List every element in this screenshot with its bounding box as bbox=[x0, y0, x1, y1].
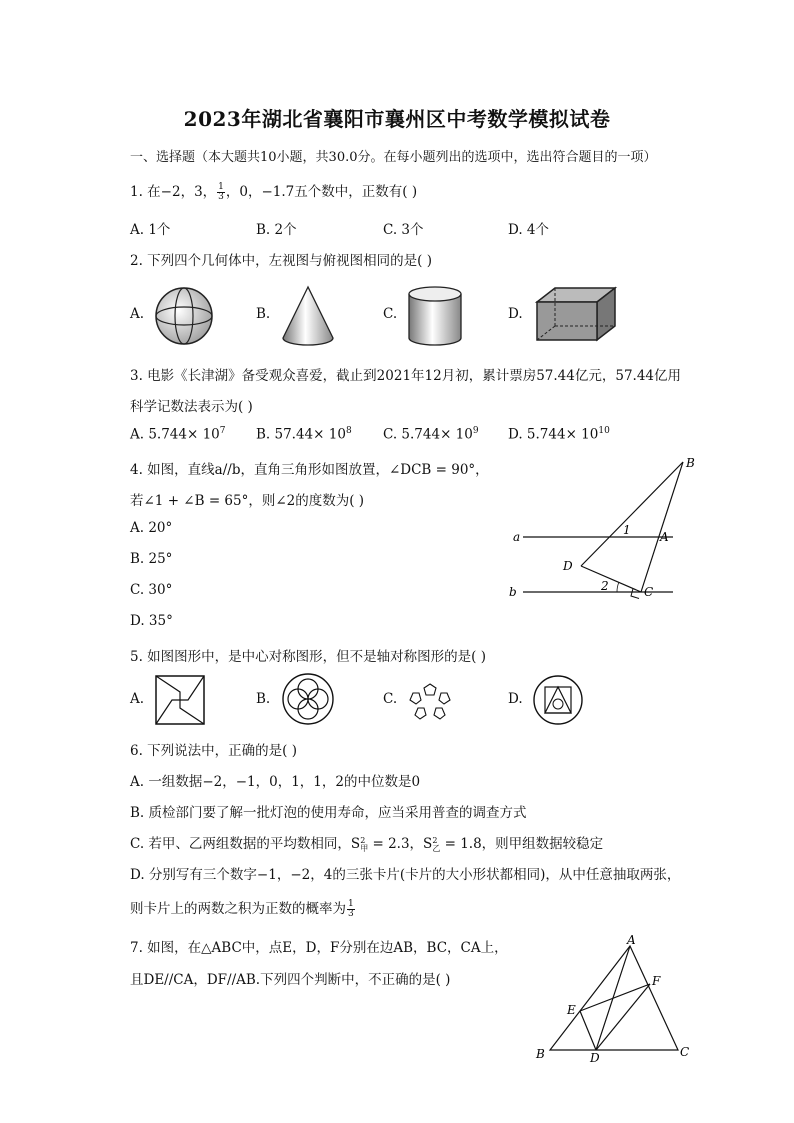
label-b-point: B bbox=[686, 456, 695, 470]
q5-option-b[interactable]: B. bbox=[256, 691, 271, 707]
question-4-line2: 若∠1 + ∠B = 65°，则∠2的度数为( ) bbox=[130, 493, 365, 509]
label-b-vertex: B bbox=[536, 1047, 545, 1061]
q2-option-a[interactable]: A. bbox=[130, 306, 145, 322]
q3-option-a[interactable]: A. $5.744\times 10^7$ bbox=[130, 426, 226, 443]
label-a-vertex: A bbox=[627, 934, 636, 947]
question-3-line2: 科学记数法表示为( ) bbox=[130, 399, 253, 415]
five-pentagons-figure bbox=[405, 678, 455, 722]
q1-option-c[interactable]: C. 3个 bbox=[383, 222, 424, 238]
q6-option-d-line2[interactable]: 则卡片上的两数之积为正数的概率为 $\frac{1}{3}$ bbox=[130, 899, 354, 919]
question-5: 5. 如图图形中，是中心对称图形，但不是轴对称图形的是( ) bbox=[130, 649, 486, 665]
q1-option-b[interactable]: B. 2个 bbox=[256, 222, 297, 238]
label-angle-1: 1 bbox=[623, 523, 631, 537]
q2-option-b[interactable]: B. bbox=[256, 306, 271, 322]
cylinder-figure bbox=[403, 284, 467, 348]
label-a-point: A bbox=[660, 530, 669, 544]
question-7-line2: 且DE//CA，DF//AB.下列四个判断中，不正确的是( ) bbox=[130, 972, 451, 988]
q3-option-c[interactable]: C. $5.744\times 10^9$ bbox=[383, 426, 479, 443]
pinwheel-square-figure bbox=[154, 674, 206, 726]
four-petal-circle-figure bbox=[281, 672, 335, 726]
circle-square-triangle-figure bbox=[532, 674, 584, 726]
label-d-point: D bbox=[590, 1051, 600, 1065]
label-c-point: C bbox=[644, 585, 654, 599]
label-line-b: b bbox=[509, 585, 517, 599]
label-angle-2: 2 bbox=[601, 579, 609, 593]
q4-option-b[interactable]: B. 25° bbox=[130, 551, 173, 567]
q4-geometry-figure bbox=[505, 452, 705, 604]
q1-fraction: $\frac{1}{3}$ bbox=[218, 182, 224, 202]
q2-option-c[interactable]: C. bbox=[383, 306, 398, 322]
q1-suffix: ，0，−1.7五个数中，正数有( ) bbox=[225, 184, 418, 200]
question-3-line1: 3. 电影《长津湖》备受观众喜爱，截止到2021年12月初，累计票房57.44亿元，57.44亿用 bbox=[130, 368, 682, 384]
q6-option-c[interactable]: C. 若甲、乙两组数据的平均数相同，S 2 甲 = 2.3，S 2 乙 = 1.8，则甲组数据较稳定 bbox=[130, 835, 604, 853]
q1-option-d[interactable]: D. 4个 bbox=[508, 222, 550, 238]
q6-option-b[interactable]: B. 质检部门要了解一批灯泡的使用寿命，应当采用普查的调查方式 bbox=[130, 805, 527, 821]
question-4-line1: 4. 如图，直线a//b，直角三角形如图放置，∠DCB = 90°， bbox=[130, 462, 489, 478]
q3-option-d[interactable]: D. $5.744\times 10^{10}$ bbox=[508, 426, 610, 443]
q2-option-d[interactable]: D. bbox=[508, 306, 523, 322]
q6-option-d-line1[interactable]: D. 分别写有三个数字−1，−2，4的三张卡片(卡片的大小形状都相同)，从中任意抽取两张， bbox=[130, 867, 681, 883]
label-e-point: E bbox=[567, 1003, 576, 1017]
q4-option-d[interactable]: D. 35° bbox=[130, 613, 173, 629]
page-title: 2023年湖北省襄阳市襄州区中考数学模拟试卷 bbox=[183, 107, 611, 131]
question-2: 2. 下列四个几何体中，左视图与俯视图相同的是( ) bbox=[130, 253, 432, 269]
q1-option-a[interactable]: A. 1个 bbox=[130, 222, 171, 238]
q3-option-b[interactable]: B. $57.44\times 10^8$ bbox=[256, 426, 352, 443]
sphere-figure bbox=[150, 284, 220, 348]
q5-option-c[interactable]: C. bbox=[383, 691, 398, 707]
section-heading: 一、选择题（本大题共10小题，共30.0分。在每小题列出的选项中，选出符合题目的一项） bbox=[130, 150, 657, 165]
cone-figure bbox=[278, 284, 338, 348]
question-7-line1: 7. 如图，在△ABC中，点E，D，F分别在边AB，BC，CA上， bbox=[130, 940, 508, 956]
question-6: 6. 下列说法中，正确的是( ) bbox=[130, 743, 297, 759]
q5-option-a[interactable]: A. bbox=[130, 691, 145, 707]
label-line-a: a bbox=[513, 530, 521, 544]
label-d-point: D bbox=[563, 559, 573, 573]
q4-option-c[interactable]: C. 30° bbox=[130, 582, 173, 598]
q1-prefix: 1. 在−2，3， bbox=[130, 184, 217, 200]
label-f-point: F bbox=[652, 974, 661, 988]
question-1 bbox=[130, 180, 417, 202]
q4-option-a[interactable]: A. 20° bbox=[130, 520, 173, 536]
q6-option-a[interactable]: A. 一组数据−2，−1，0，1，1，2的中位数是0 bbox=[130, 774, 421, 790]
q7-triangle-figure bbox=[530, 934, 702, 1066]
q5-option-d[interactable]: D. bbox=[508, 691, 523, 707]
cuboid-figure bbox=[533, 284, 619, 346]
label-c-vertex: C bbox=[680, 1045, 690, 1059]
